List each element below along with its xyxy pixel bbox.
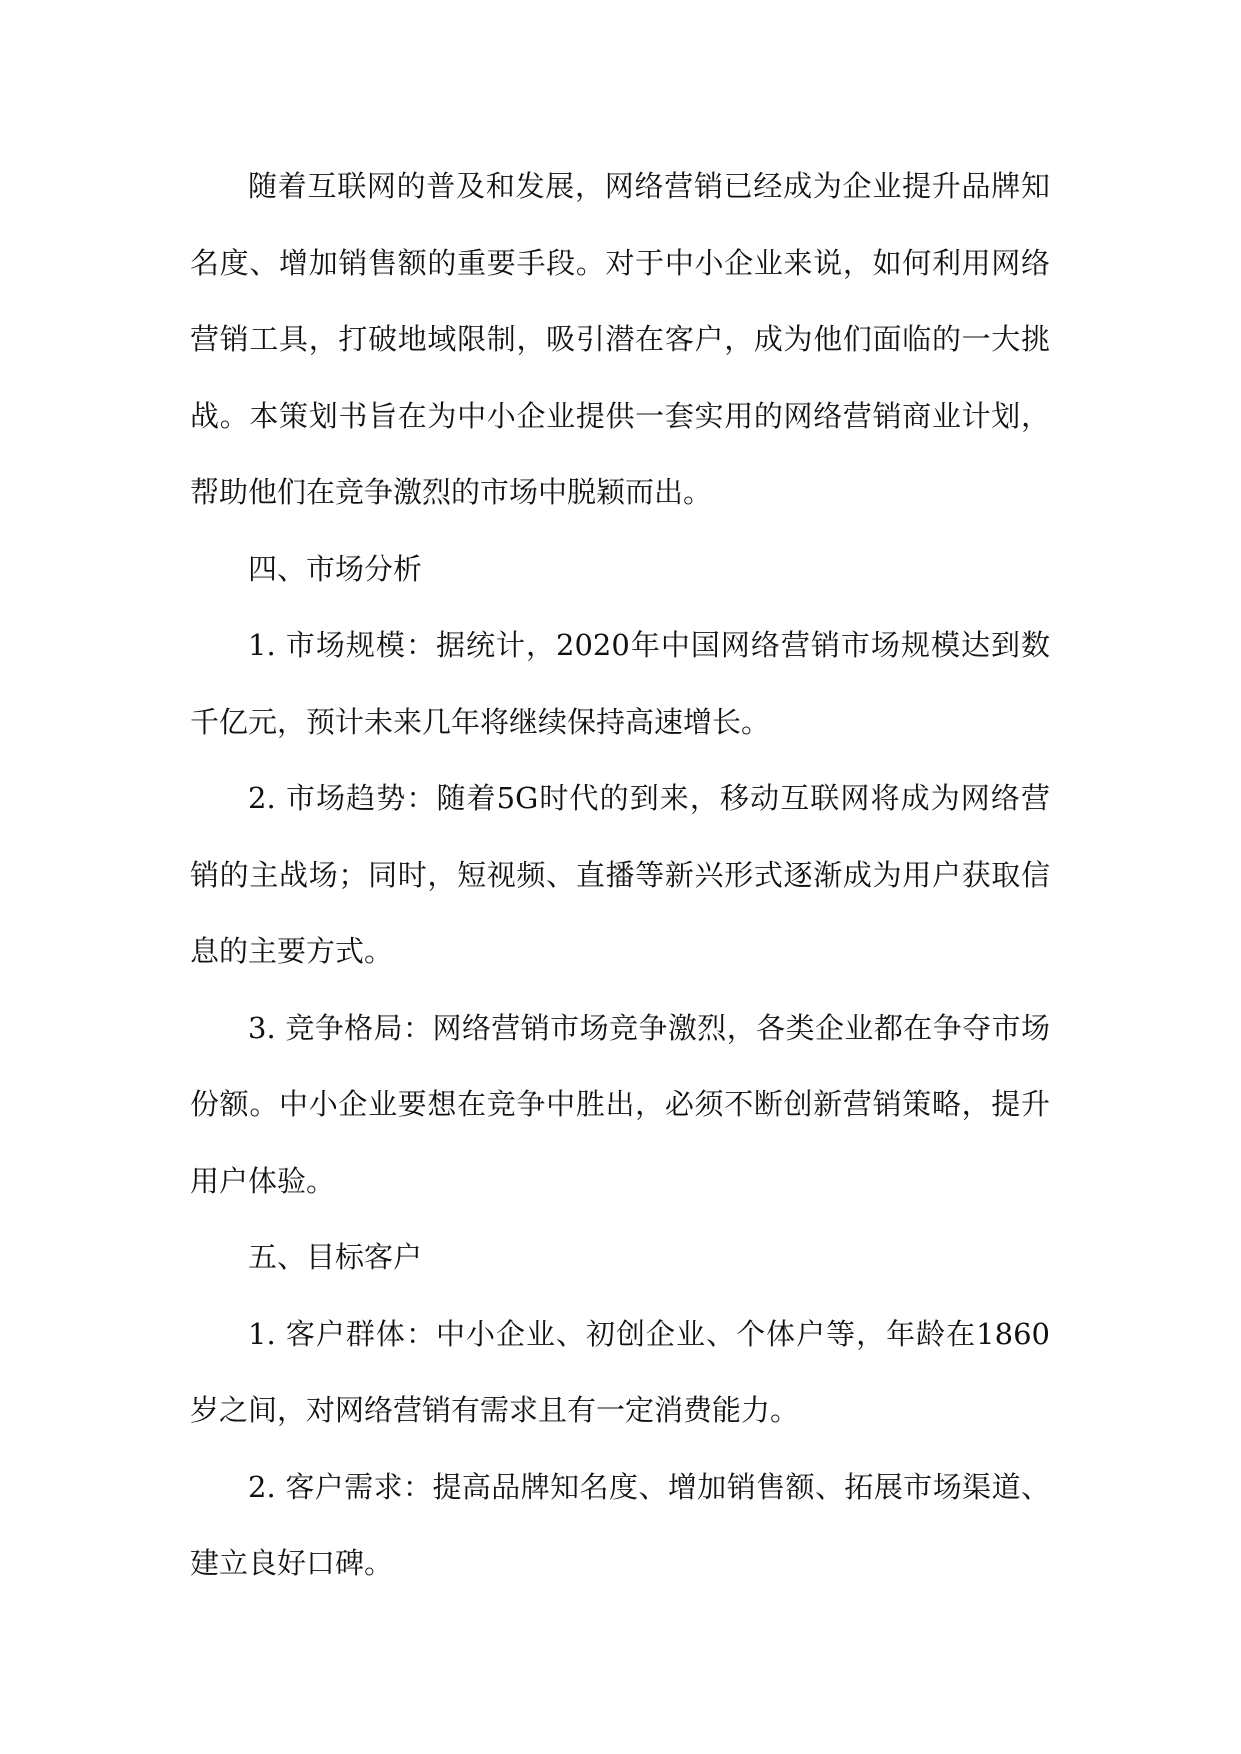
section-heading-market-analysis: 四、市场分析 [248, 551, 423, 586]
customer-needs-item: 2. 客户需求：提高品牌知名度、增加销售额、拓展市场渠道、建立良好口碑。 [190, 1469, 1050, 1580]
document-body [190, 148, 1050, 1602]
market-trend-item: 2. 市场趋势：随着5G时代的到来，移动互联网将成为网络营销的主战场；同时，短视频、直播等新兴形式逐渐成为用户获取信息的主要方式。 [190, 781, 1050, 968]
market-size-item: 1. 市场规模：据统计，2020年中国网络营销市场规模达到数千亿元，预计未来几年将继续保持高速增长。 [190, 628, 1050, 739]
intro-paragraph: 随着互联网的普及和发展，网络营销已经成为企业提升品牌知名度、增加销售额的重要手段。对于中小企业来说，如何利用网络营销工具，打破地域限制，吸引潜在客户，成为他们面临的一大挑战。本策划书旨在为中小企业提供一套实用的网络营销商业计划，帮助他们在竞争激烈的市场中脱颖而出。 [190, 169, 1050, 509]
competition-item: 3. 竞争格局：网络营销市场竞争激烈，各类企业都在争夺市场份额。中小企业要想在竞争中胜出，必须不断创新营销策略，提升用户体验。 [190, 1010, 1050, 1198]
section-heading-target-customers: 五、目标客户 [248, 1240, 423, 1274]
customer-group-item: 1. 客户群体：中小企业、初创企业、个体户等，年龄在1860岁之间，对网络营销有需求且有一定消费能力。 [190, 1316, 1050, 1427]
